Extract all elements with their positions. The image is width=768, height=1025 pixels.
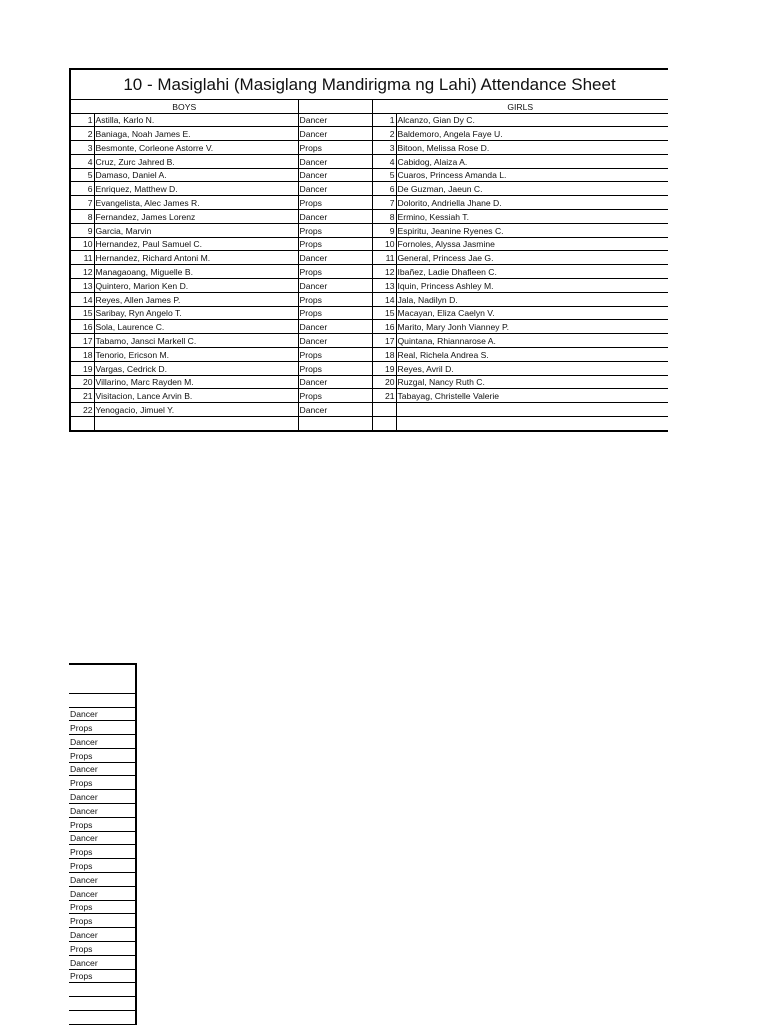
girl-name: Ibañez, Ladie Dhafleen C. — [396, 265, 668, 279]
boy-name: Evangelista, Alec James R. — [94, 196, 298, 210]
girls-header: GIRLS — [372, 100, 668, 114]
continuation-role: Dancer — [69, 886, 136, 900]
table-row — [70, 292, 668, 306]
boy-number — [70, 417, 94, 431]
boy-role: Props — [298, 223, 372, 237]
boy-name: Hernandez, Paul Samuel C. — [94, 237, 298, 251]
continuation-row — [69, 900, 136, 914]
continuation-row — [69, 748, 136, 762]
girl-number: 16 — [372, 320, 396, 334]
table-row — [70, 361, 668, 375]
continuation-row — [69, 845, 136, 859]
attendance-sheet — [69, 68, 669, 432]
girl-number: 5 — [372, 168, 396, 182]
table-row — [70, 375, 668, 389]
boy-role: Props — [298, 306, 372, 320]
continuation-row — [69, 886, 136, 900]
table-row — [70, 223, 668, 237]
boy-number: 17 — [70, 334, 94, 348]
girl-name: General, Princess Jae G. — [396, 251, 668, 265]
girl-number: 20 — [372, 375, 396, 389]
girl-name: Marito, Mary Jonh Vianney P. — [396, 320, 668, 334]
boy-number: 1 — [70, 113, 94, 127]
continuation-role: Props — [69, 914, 136, 928]
table-row — [70, 403, 668, 417]
boy-name: Cruz, Zurc Jahred B. — [94, 154, 298, 168]
girl-number — [372, 403, 396, 417]
boy-name: Besmonte, Corleone Astorre V. — [94, 141, 298, 155]
sheet-title: 10 - Masiglahi (Masiglang Mandirigma ng Lahi) Attendance Sheet — [70, 69, 668, 100]
continuation-row — [69, 831, 136, 845]
boy-name: Sola, Laurence C. — [94, 320, 298, 334]
girl-number: 6 — [372, 182, 396, 196]
girl-name: Ermino, Kessiah T. — [396, 210, 668, 224]
continuation-role: Props — [69, 969, 136, 983]
boy-name: Damaso, Daniel A. — [94, 168, 298, 182]
boy-name: Quintero, Marion Ken D. — [94, 279, 298, 293]
title-row — [70, 69, 668, 100]
table-row — [70, 210, 668, 224]
continuation-row — [69, 721, 136, 735]
girl-name — [396, 417, 668, 431]
continuation-row — [69, 859, 136, 873]
boy-role: Dancer — [298, 334, 372, 348]
boy-name: Fernandez, James Lorenz — [94, 210, 298, 224]
boy-number: 20 — [70, 375, 94, 389]
girl-number: 9 — [372, 223, 396, 237]
girl-number: 10 — [372, 237, 396, 251]
boy-number: 2 — [70, 127, 94, 141]
header-row — [70, 100, 668, 114]
boy-name: Astilla, Karlo N. — [94, 113, 298, 127]
girl-number: 13 — [372, 279, 396, 293]
boy-number: 8 — [70, 210, 94, 224]
boy-name: Saribay, Ryn Angelo T. — [94, 306, 298, 320]
table-row — [70, 141, 668, 155]
table-row — [70, 306, 668, 320]
table-row — [70, 279, 668, 293]
boy-role: Props — [298, 265, 372, 279]
boy-number: 6 — [70, 182, 94, 196]
continuation-role: Dancer — [69, 790, 136, 804]
boy-role: Props — [298, 141, 372, 155]
table-row — [70, 265, 668, 279]
continuation-row — [69, 997, 136, 1011]
continuation-row — [69, 942, 136, 956]
girl-number: 1 — [372, 113, 396, 127]
table-row — [70, 196, 668, 210]
boy-number: 22 — [70, 403, 94, 417]
boy-name: Tenorio, Ericson M. — [94, 348, 298, 362]
continuation-row — [69, 873, 136, 887]
girl-name: De Guzman, Jaeun C. — [396, 182, 668, 196]
boy-number: 21 — [70, 389, 94, 403]
continuation-role: Dancer — [69, 831, 136, 845]
continuation-row — [69, 928, 136, 942]
student-rows — [70, 113, 668, 431]
boy-role: Dancer — [298, 127, 372, 141]
girl-number: 14 — [372, 292, 396, 306]
table-row — [70, 334, 668, 348]
boy-number: 16 — [70, 320, 94, 334]
girl-number: 2 — [372, 127, 396, 141]
continuation-column — [69, 663, 137, 1025]
boy-name: Yenogacio, Jimuel Y. — [94, 403, 298, 417]
girl-number: 17 — [372, 334, 396, 348]
girl-name: Baldemoro, Angela Faye U. — [396, 127, 668, 141]
girl-name: Espiritu, Jeanine Ryenes C. — [396, 223, 668, 237]
continuation-role: Props — [69, 942, 136, 956]
boy-role: Dancer — [298, 210, 372, 224]
continuation-row — [69, 914, 136, 928]
girl-name: Iquin, Princess Ashley M. — [396, 279, 668, 293]
girl-name: Bitoon, Melissa Rose D. — [396, 141, 668, 155]
boy-role: Props — [298, 237, 372, 251]
boy-number: 4 — [70, 154, 94, 168]
continuation-role: Props — [69, 845, 136, 859]
continuation-role: Props — [69, 900, 136, 914]
table-row — [70, 168, 668, 182]
boy-role: Dancer — [298, 279, 372, 293]
boy-name — [94, 417, 298, 431]
table-row — [70, 251, 668, 265]
table-row — [70, 182, 668, 196]
table-row — [70, 237, 668, 251]
continuation-row — [69, 735, 136, 749]
girl-name: Alcanzo, Gian Dy C. — [396, 113, 668, 127]
boy-name: Hernandez, Richard Antoni M. — [94, 251, 298, 265]
girl-name: Macayan, Eliza Caelyn V. — [396, 306, 668, 320]
girl-name: Dolorito, Andriella Jhane D. — [396, 196, 668, 210]
table-row — [70, 127, 668, 141]
boy-role: Props — [298, 361, 372, 375]
continuation-role: Dancer — [69, 804, 136, 818]
boy-number: 15 — [70, 306, 94, 320]
table-row — [70, 417, 668, 431]
boy-role: Dancer — [298, 154, 372, 168]
boy-role: Props — [298, 348, 372, 362]
girl-number: 7 — [372, 196, 396, 210]
continuation-table — [69, 663, 137, 1025]
boy-name: Enriquez, Matthew D. — [94, 182, 298, 196]
girl-number — [372, 417, 396, 431]
girl-number: 18 — [372, 348, 396, 362]
continuation-row — [69, 983, 136, 997]
continuation-title-cell — [69, 664, 136, 694]
boy-number: 14 — [70, 292, 94, 306]
continuation-row — [69, 762, 136, 776]
continuation-row — [69, 969, 136, 983]
girl-number: 15 — [372, 306, 396, 320]
continuation-role: Dancer — [69, 873, 136, 887]
boy-role: Props — [298, 292, 372, 306]
continuation-role — [69, 997, 136, 1011]
continuation-row — [69, 804, 136, 818]
boy-name: Baniaga, Noah James E. — [94, 127, 298, 141]
boy-number: 3 — [70, 141, 94, 155]
continuation-row — [69, 776, 136, 790]
girl-number: 19 — [372, 361, 396, 375]
boy-role: Dancer — [298, 251, 372, 265]
continuation-role: Dancer — [69, 762, 136, 776]
boy-role: Props — [298, 196, 372, 210]
continuation-role: Props — [69, 817, 136, 831]
boy-name: Managaoang, Miguelle B. — [94, 265, 298, 279]
boy-role: Dancer — [298, 403, 372, 417]
boy-role: Dancer — [298, 182, 372, 196]
continuation-row — [69, 790, 136, 804]
girl-number: 11 — [372, 251, 396, 265]
continuation-role: Dancer — [69, 928, 136, 942]
continuation-role — [69, 983, 136, 997]
boy-number: 9 — [70, 223, 94, 237]
table-row — [70, 320, 668, 334]
boy-name: Reyes, Allen James P. — [94, 292, 298, 306]
table-row — [70, 154, 668, 168]
boy-name: Vargas, Cedrick D. — [94, 361, 298, 375]
girl-name: Real, Richela Andrea S. — [396, 348, 668, 362]
continuation-role: Props — [69, 859, 136, 873]
girl-name: Cabidog, Alaiza A. — [396, 154, 668, 168]
girl-name: Quintana, Rhiannarose A. — [396, 334, 668, 348]
continuation-role: Props — [69, 776, 136, 790]
boy-name: Villarino, Marc Rayden M. — [94, 375, 298, 389]
boy-number: 19 — [70, 361, 94, 375]
girl-number: 8 — [372, 210, 396, 224]
girl-name: Fornoles, Alyssa Jasmine — [396, 237, 668, 251]
boys-header: BOYS — [70, 100, 298, 114]
girl-name: Cuaros, Princess Amanda L. — [396, 168, 668, 182]
continuation-role: Dancer — [69, 955, 136, 969]
continuation-role: Dancer — [69, 735, 136, 749]
table-row — [70, 113, 668, 127]
girl-number: 3 — [372, 141, 396, 155]
boy-number: 11 — [70, 251, 94, 265]
boy-name: Garcia, Marvin — [94, 223, 298, 237]
continuation-role — [69, 1011, 136, 1025]
continuation-row — [69, 817, 136, 831]
continuation-row — [69, 955, 136, 969]
girl-name: Tabayag, Christelle Valerie — [396, 389, 668, 403]
boy-role: Dancer — [298, 113, 372, 127]
table-row — [70, 389, 668, 403]
boy-role: Props — [298, 389, 372, 403]
girl-name: Ruzgal, Nancy Ruth C. — [396, 375, 668, 389]
boy-number: 5 — [70, 168, 94, 182]
continuation-role: Props — [69, 721, 136, 735]
girl-number: 21 — [372, 389, 396, 403]
continuation-role: Props — [69, 748, 136, 762]
girl-name: Reyes, Avril D. — [396, 361, 668, 375]
role-header — [298, 100, 372, 114]
continuation-role: Dancer — [69, 707, 136, 721]
continuation-row — [69, 1011, 136, 1025]
boy-number: 7 — [70, 196, 94, 210]
boy-number: 18 — [70, 348, 94, 362]
boy-name: Tabamo, Jansci Markell C. — [94, 334, 298, 348]
girl-name — [396, 403, 668, 417]
boy-number: 10 — [70, 237, 94, 251]
boy-name: Visitacion, Lance Arvin B. — [94, 389, 298, 403]
boy-number: 12 — [70, 265, 94, 279]
boy-role: Dancer — [298, 168, 372, 182]
boy-role — [298, 417, 372, 431]
girl-name: Jala, Nadilyn D. — [396, 292, 668, 306]
boy-number: 13 — [70, 279, 94, 293]
attendance-table — [69, 68, 668, 432]
girl-number: 12 — [372, 265, 396, 279]
boy-role: Dancer — [298, 320, 372, 334]
boy-role: Dancer — [298, 375, 372, 389]
continuation-row — [69, 707, 136, 721]
table-row — [70, 348, 668, 362]
continuation-header-cell — [69, 694, 136, 708]
girl-number: 4 — [372, 154, 396, 168]
